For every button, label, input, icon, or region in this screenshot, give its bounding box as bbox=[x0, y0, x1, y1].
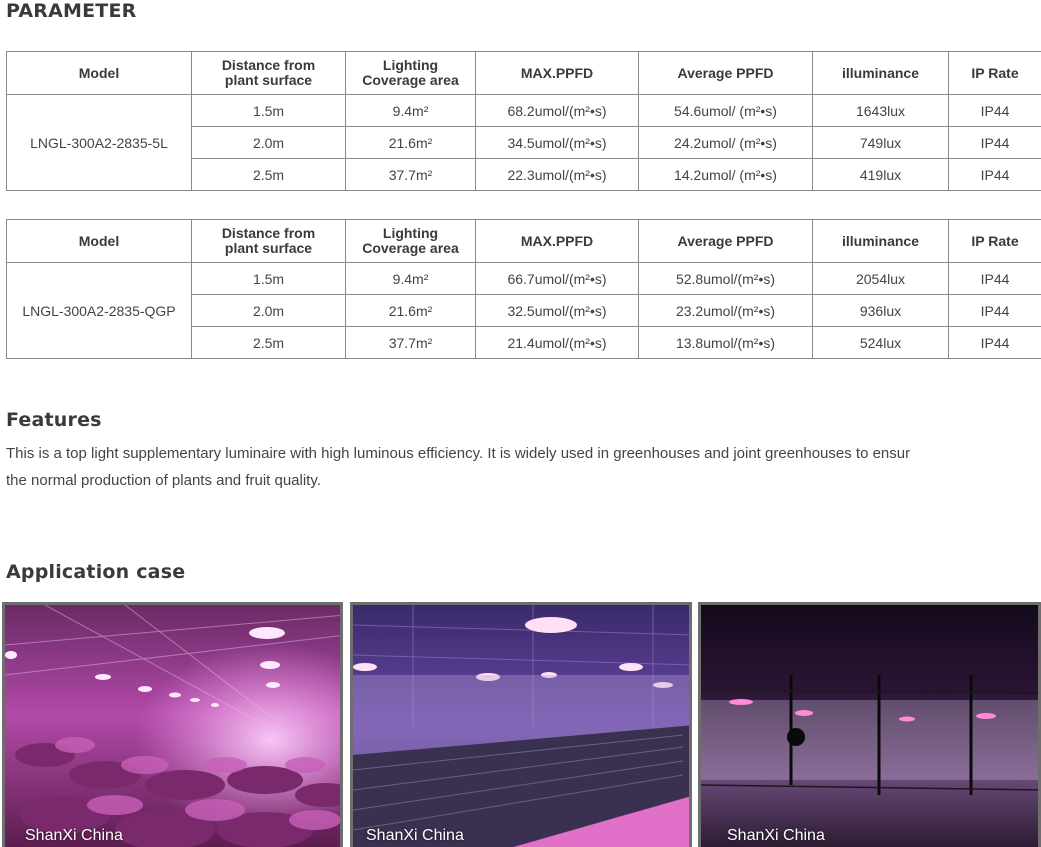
ip-cell: IP44 bbox=[949, 263, 1041, 295]
coverage-cell: 21.6m² bbox=[346, 127, 476, 159]
header-illuminance: illuminance bbox=[813, 220, 949, 263]
parameter-title: PARAMETER bbox=[6, 0, 137, 22]
illuminance-cell: 2054lux bbox=[813, 263, 949, 295]
avg-ppfd-cell: 23.2umol/(m²•s) bbox=[639, 295, 813, 327]
distance-cell: 1.5m bbox=[192, 263, 346, 295]
coverage-cell: 37.7m² bbox=[346, 159, 476, 191]
table-header-row bbox=[7, 220, 1041, 263]
parameter-table-5l bbox=[6, 51, 1041, 191]
header-avg-ppfd: Average PPFD bbox=[639, 220, 813, 263]
model-name: LNGL-300A2-2835-5L bbox=[7, 95, 192, 191]
distance-cell: 2.5m bbox=[192, 327, 346, 359]
distance-cell: 1.5m bbox=[192, 95, 346, 127]
illuminance-cell: 1643lux bbox=[813, 95, 949, 127]
header-model: Model bbox=[7, 52, 192, 95]
coverage-cell: 37.7m² bbox=[346, 327, 476, 359]
avg-ppfd-cell: 24.2umol/ (m²•s) bbox=[639, 127, 813, 159]
ip-cell: IP44 bbox=[949, 327, 1041, 359]
illuminance-cell: 749lux bbox=[813, 127, 949, 159]
application-case-title: Application case bbox=[6, 561, 186, 583]
header-max-ppfd: MAX.PPFD bbox=[476, 220, 639, 263]
header-coverage: Lighting Coverage area bbox=[346, 52, 476, 95]
table-row bbox=[7, 263, 1041, 295]
header-distance: Distance from plant surface bbox=[192, 52, 346, 95]
max-ppfd-cell: 22.3umol/(m²•s) bbox=[476, 159, 639, 191]
application-photo-2 bbox=[350, 602, 692, 847]
distance-cell: 2.0m bbox=[192, 127, 346, 159]
max-ppfd-cell: 21.4umol/(m²•s) bbox=[476, 327, 639, 359]
max-ppfd-cell: 68.2umol/(m²•s) bbox=[476, 95, 639, 127]
application-photo-1 bbox=[2, 602, 343, 847]
header-illuminance: illuminance bbox=[813, 52, 949, 95]
model-name: LNGL-300A2-2835-QGP bbox=[7, 263, 192, 359]
illuminance-cell: 524lux bbox=[813, 327, 949, 359]
header-model: Model bbox=[7, 220, 192, 263]
features-description bbox=[6, 440, 1041, 494]
avg-ppfd-cell: 52.8umol/(m²•s) bbox=[639, 263, 813, 295]
table-row bbox=[7, 95, 1041, 127]
illuminance-cell: 419lux bbox=[813, 159, 949, 191]
avg-ppfd-cell: 14.2umol/ (m²•s) bbox=[639, 159, 813, 191]
features-line-2: the normal production of plants and fruit quality. bbox=[6, 472, 321, 489]
coverage-cell: 9.4m² bbox=[346, 263, 476, 295]
parameter-table-qgp bbox=[6, 219, 1041, 359]
header-max-ppfd: MAX.PPFD bbox=[476, 52, 639, 95]
ip-cell: IP44 bbox=[949, 127, 1041, 159]
photo-caption: ShanXi China bbox=[727, 827, 825, 844]
illuminance-cell: 936lux bbox=[813, 295, 949, 327]
header-ip-rate: IP Rate bbox=[949, 220, 1041, 263]
coverage-cell: 21.6m² bbox=[346, 295, 476, 327]
avg-ppfd-cell: 13.8umol/(m²•s) bbox=[639, 327, 813, 359]
ip-cell: IP44 bbox=[949, 295, 1041, 327]
distance-cell: 2.5m bbox=[192, 159, 346, 191]
distance-cell: 2.0m bbox=[192, 295, 346, 327]
features-line-1: This is a top light supplementary luminaire with high luminous efficiency. It is widely used in greenhouses and joint greenhouses to ensur bbox=[6, 445, 911, 462]
max-ppfd-cell: 34.5umol/(m²•s) bbox=[476, 127, 639, 159]
photo-caption: ShanXi China bbox=[366, 827, 464, 844]
max-ppfd-cell: 32.5umol/(m²•s) bbox=[476, 295, 639, 327]
application-photo-3 bbox=[698, 602, 1041, 847]
header-coverage: Lighting Coverage area bbox=[346, 220, 476, 263]
max-ppfd-cell: 66.7umol/(m²•s) bbox=[476, 263, 639, 295]
header-distance: Distance from plant surface bbox=[192, 220, 346, 263]
header-ip-rate: IP Rate bbox=[949, 52, 1041, 95]
ip-cell: IP44 bbox=[949, 95, 1041, 127]
photo-caption: ShanXi China bbox=[25, 827, 123, 844]
coverage-cell: 9.4m² bbox=[346, 95, 476, 127]
ip-cell: IP44 bbox=[949, 159, 1041, 191]
header-avg-ppfd: Average PPFD bbox=[639, 52, 813, 95]
greenhouse-nursery-image bbox=[353, 605, 692, 847]
avg-ppfd-cell: 54.6umol/ (m²•s) bbox=[639, 95, 813, 127]
greenhouse-plants-image bbox=[5, 605, 343, 847]
features-title: Features bbox=[6, 409, 102, 431]
greenhouse-night-image bbox=[701, 605, 1041, 847]
table-header-row bbox=[7, 52, 1041, 95]
